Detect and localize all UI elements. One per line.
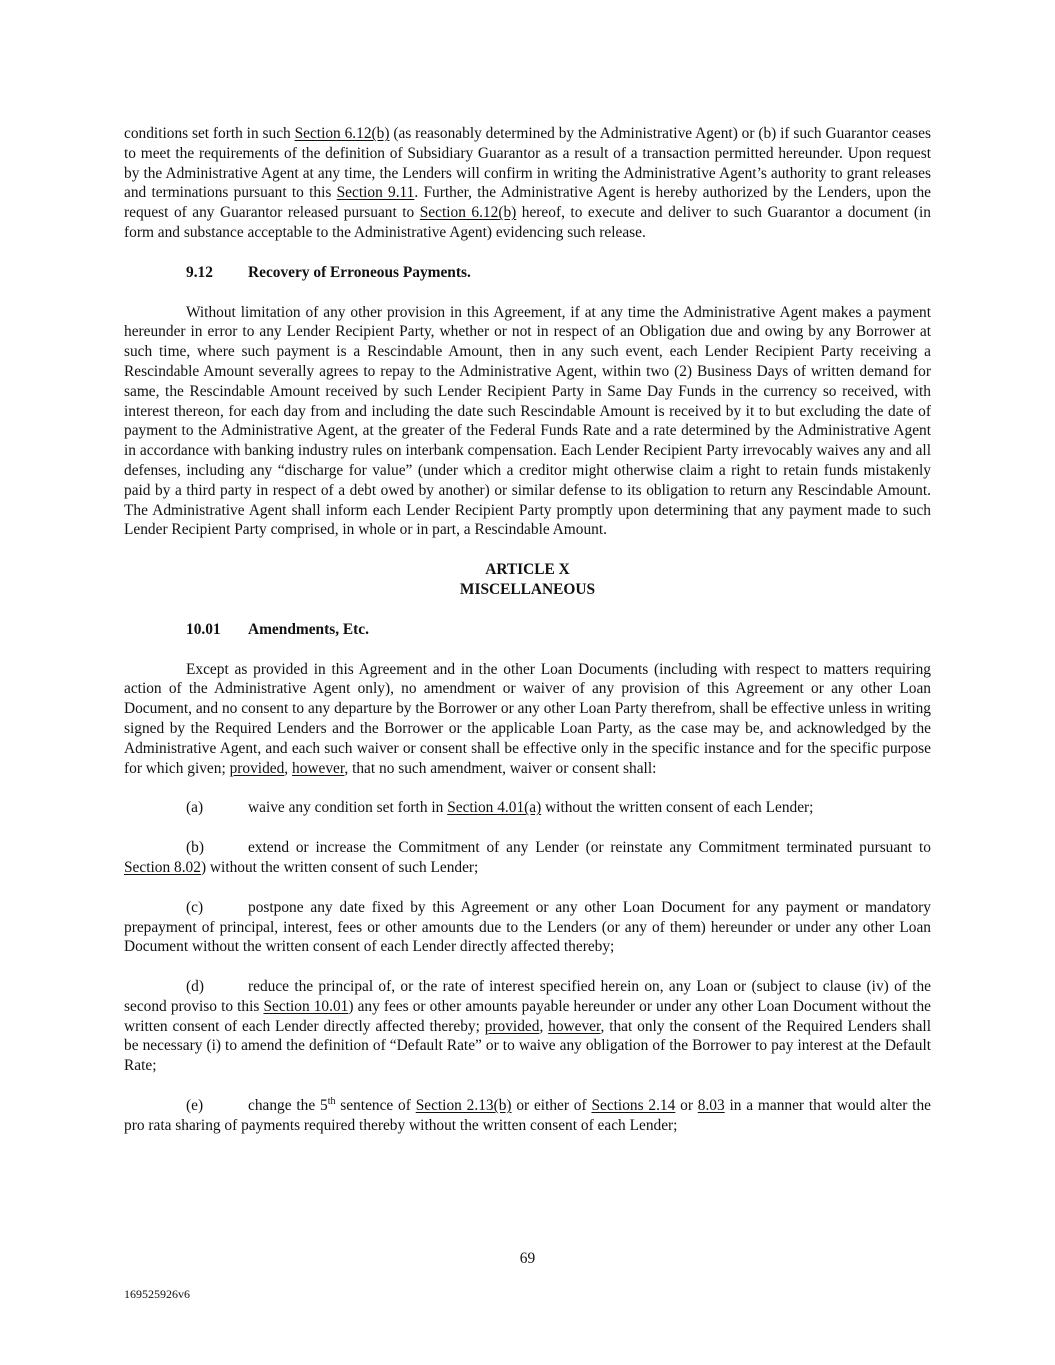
section-reference-link[interactable]: Section 2.13(b) [415,1097,512,1115]
section-reference-link[interactable]: 8.03 [697,1097,725,1115]
emphasis-however: however [292,759,345,777]
text-run: extend or increase the Commitment of any Lender (or reinstate any Commitment terminated pursuant to [248,839,931,857]
document-id: 169525926v6 [124,1287,190,1301]
text-run: ) without the written consent of such Lender; [200,858,479,876]
text-run: or either of [511,1097,592,1115]
clause-b [124,838,931,878]
section-reference-link[interactable]: Sections 2.14 [591,1097,676,1115]
section-9-12-body: Without limitation of any other provision in this Agreement, if at any time the Administrative Agent makes a payment hereunder in error to any Lender Recipient Party, whether or not in respect of an Obligation due and owing by any Borrower at such time, where such payment is a Rescindable Amount, then in any such event, each Lender Recipient Party receiving a Rescindable Amount severally agrees to repay to the Administrative Agent, within two (2) Business Days of written demand for same, the Rescindable Amount received by such Lender Recipient Party in Same Day Funds in the currency so received, with interest thereon, for each day from and including the date such Rescindable Amount is received by it to but excluding the date of payment to the Administrative Agent, at the greater of the Federal Funds Rate and a rate determined by the Administrative Agent in accordance with banking industry rules on interbank compensation. Each Lender Recipient Party irrevocably waives any and all defenses, including any “discharge for value” (under which a creditor might otherwise claim a right to retain funds mistakenly paid by a third party in respect of a debt owed by another) or similar defense to its obligation to return any Rescindable Amount. The Administrative Agent shall inform each Lender Recipient Party promptly upon determining that any payment made to such Lender Recipient Party comprised, in whole or in part, a Rescindable Amount. [124,303,931,539]
carryover-paragraph [124,124,931,243]
text-run: . Further, the Administrative Agent is hereby authorized by the Lenders, upon the request of any Guarantor released pursuant to [124,184,932,222]
text-run: without the written consent of each Lender; [541,799,814,817]
section-number: 9.12 [186,263,213,281]
section-reference-link[interactable]: Section 4.01(a) [447,799,542,817]
clause-label: (d) [186,978,204,996]
section-reference-link[interactable]: Section 9.11 [336,184,415,202]
clause-e [124,1096,931,1136]
section-reference-link[interactable]: Section 6.12(b) [294,125,390,142]
section-heading-10-01 [186,620,931,640]
text-run: ) any fees or other amounts payable hereunder or under any other Loan Document without the written consent of each Lender directly affected thereby; [124,997,931,1035]
section-heading-9-12 [186,263,931,283]
text-run: or [675,1097,698,1115]
clause-label: (b) [186,839,204,857]
text-run: , [284,759,292,777]
clause-label: (a) [186,799,204,817]
article-heading [124,560,931,600]
emphasis-provided: provided [484,1017,540,1035]
emphasis-however: however [548,1017,601,1035]
text-run: sentence of [335,1097,416,1115]
clause-label: (e) [186,1097,204,1115]
text-run: , that only the consent of the Required Lenders shall be necessary (i) to amend the definition of “Default Rate” or to waive any obligation of the Borrower to pay interest at the Default Rate; [124,1017,931,1075]
article-number: ARTICLE X [485,561,570,579]
text-run: change the 5 [248,1097,328,1115]
text-run: reduce the principal of, or the rate of interest specified herein on, any Loan or (subject to clause (iv) of the second proviso to this [124,978,931,1015]
text-run: postpone any date fixed by this Agreement or any other Loan Document for any payment or mandatory prepayment of principal, interest, fees or other amounts due to the Lenders (or any of them) hereunder or under any other Loan Document without the written consent of each Lender directly affected thereby; [124,898,931,956]
text-run: (as reasonably determined by the Administrative Agent) or (b) if such Guarantor ceases to meet the requirements of the definition of Subsidiary Guarantor as a result of a transaction permitted hereunder. Upon request by the Administrative Agent at any time, the Lenders will confirm in writing the Administrative Agent’s authority to grant releases and terminations pursuant to this [124,125,931,202]
page-number: 69 [519,1250,536,1267]
clause-a [124,798,931,818]
text-run: Except as provided in this Agreement and in the other Loan Documents (including with respect to matters requiring action of the Administrative Agent only), no amendment or waiver of any provision of this Agreement or any other Loan Document, and no consent to any departure by the Borrower or any other Loan Party therefrom, shall be effective unless in writing signed by the Required Lenders and the Borrower or the applicable Loan Party, as the case may be, and acknowledged by the Administrative Agent, and each such waiver or consent shall be effective only in the specific instance and for the specific purpose for which given; [124,660,931,777]
section-reference-link[interactable]: Section 8.02 [124,858,201,876]
section-10-01-body [124,660,931,779]
text-run: in a manner that would alter the pro rata sharing of payments required thereby without the written consent of each Lender; [124,1097,931,1134]
clause-c [124,898,931,957]
clause-label: (c) [186,898,204,916]
document-page [124,124,931,1136]
text-run: conditions set forth in such [124,125,295,142]
section-title: Recovery of Erroneous Payments. [248,263,471,281]
text-run: , that no such amendment, waiver or consent shall: [344,759,657,777]
text-run: hereof, to execute and deliver to such Guarantor a document (in form and substance acceptable to the Administrative Agent) evidencing such release. [124,204,931,241]
section-reference-link[interactable]: Section 6.12(b) [419,204,517,222]
section-reference-link[interactable]: Section 10.01 [263,997,349,1015]
section-number: 10.01 [186,620,221,638]
clause-d [124,977,931,1076]
emphasis-provided: provided [229,759,285,777]
article-title: MISCELLANEOUS [459,580,596,598]
section-title: Amendments, Etc. [248,620,369,638]
ordinal-superscript: th [327,1095,336,1107]
text-run: , [539,1017,549,1035]
text-run: waive any condition set forth in [248,799,448,817]
